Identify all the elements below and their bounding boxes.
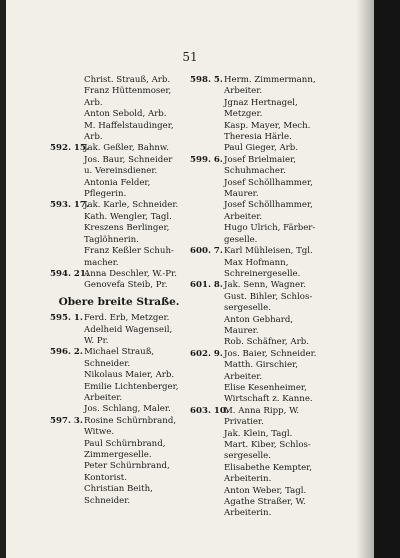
resident-line: Zimmergeselle.: [84, 450, 152, 460]
house-number: 599. 6.: [190, 154, 223, 165]
house-number: 594. 21.: [50, 268, 89, 279]
resident-line: Anna Deschler, W.-Pr.: [84, 268, 177, 279]
resident-line: Arbeiter.: [224, 371, 263, 382]
resident-line: Herm. Zimmermann,: [224, 75, 316, 85]
resident-line: Jos. Schlang, Maler.: [84, 404, 171, 415]
resident-line: Schuhmacher.: [224, 166, 286, 177]
resident-line: Agathe Straßer, W.: [224, 497, 306, 508]
resident-line: Josef Schöllhammer,: [224, 200, 313, 211]
resident-line: Michael Strauß,: [84, 347, 155, 358]
house-entry: [50, 75, 188, 143]
resident-line: Arbeiterin.: [224, 508, 272, 519]
resident-line: Kath. Wengler, Tagl.: [84, 211, 172, 222]
resident-line: Elisabethe Kempter,: [224, 462, 313, 473]
resident-line: Josef Schöllhammer,: [224, 177, 313, 188]
house-number: 598. 5.: [190, 75, 223, 85]
resident-line: Kontorist.: [84, 472, 127, 483]
resident-line: Kreszens Berlinger,: [84, 223, 170, 234]
resident-line: Arbeiter.: [224, 86, 263, 97]
resident-line: Maurer.: [224, 325, 259, 336]
resident-line: M. Haffelstaudinger,: [84, 120, 174, 131]
house-number: 603. 10.: [190, 405, 229, 416]
resident-line: Elise Kesenheimer,: [224, 382, 307, 393]
resident-line: u. Vereinsdiener.: [84, 166, 158, 177]
resident-line: Hugo Ulrich, Färber-: [224, 223, 316, 234]
book-page: [6, 0, 374, 558]
resident-line: Paul Schürnbrand,: [84, 438, 166, 449]
resident-line: Anton Weber, Tagl.: [224, 485, 307, 496]
resident-line: Schneider.: [84, 495, 131, 506]
house-entry: [190, 280, 340, 348]
house-number: 602. 9.: [190, 348, 223, 359]
resident-line: Ferd. Erb, Metzger.: [84, 313, 170, 324]
house-number: 596. 2.: [50, 347, 83, 358]
resident-line: Anton Sebold, Arb.: [84, 109, 167, 120]
house-number: 595. 1.: [50, 313, 83, 324]
house-entry: [50, 313, 188, 347]
resident-line: Karl Mühleisen, Tgl.: [224, 246, 313, 257]
resident-line: Arb.: [84, 97, 103, 108]
resident-line: Mart. Kiber, Schlos-: [224, 440, 311, 450]
resident-line: Arb.: [84, 132, 103, 143]
house-number: 601. 8.: [190, 280, 223, 291]
resident-line: Kasp. Mayer, Mech.: [224, 120, 311, 131]
resident-line: Antonia Felder,: [84, 177, 151, 188]
resident-line: Maurer.: [224, 189, 259, 200]
house-entry: [50, 416, 188, 507]
resident-line: Jak. Senn, Wagner.: [224, 280, 306, 291]
resident-line: Metzger.: [224, 109, 263, 120]
resident-line: Witwe.: [84, 427, 115, 438]
resident-line: Taglöhnerin.: [84, 234, 139, 245]
resident-line: Schneider.: [84, 358, 131, 369]
resident-line: Jgnaz Hertnagel,: [224, 97, 298, 108]
house-entry: [190, 155, 340, 246]
resident-line: Josef Brielmaier,: [224, 154, 297, 165]
house-entry: [190, 75, 340, 155]
resident-line: Jos. Baier, Schneider.: [224, 348, 317, 359]
resident-line: Anton Gebhard,: [224, 314, 294, 325]
resident-line: Gust. Bihler, Schlos-: [224, 291, 313, 302]
house-entry: [50, 347, 188, 415]
house-number: 597. 3.: [50, 415, 83, 426]
house-entry: [50, 200, 188, 268]
resident-line: Rob. Schäfner, Arb.: [224, 337, 309, 348]
right-column: [190, 75, 340, 520]
house-entry: [190, 406, 340, 520]
resident-line: Max Hofmann,: [224, 257, 289, 268]
resident-line: Theresia Härle.: [224, 132, 292, 143]
resident-line: Rosine Schürnbrand,: [84, 415, 177, 426]
resident-line: Arbeiter.: [84, 392, 123, 403]
resident-line: Paul Gieger, Arb.: [224, 143, 298, 154]
resident-line: Schreinergeselle.: [224, 268, 301, 279]
resident-line: W. Pr.: [84, 335, 109, 346]
resident-line: Matth. Girschier,: [224, 360, 299, 371]
resident-line: M. Anna Ripp, W.: [224, 405, 300, 416]
book-spine: [374, 0, 400, 558]
street-heading: Obere breite Straße.: [58, 295, 180, 308]
house-entry: [50, 143, 188, 200]
resident-line: Pflegerin.: [84, 189, 127, 200]
resident-line: Emilie Lichtenberger,: [84, 381, 179, 392]
left-column: [50, 75, 188, 507]
resident-line: sergeselle.: [224, 303, 272, 314]
resident-line: Franz Keßler Schuh-: [84, 246, 174, 257]
resident-line: Adelheid Wagenseil,: [84, 324, 173, 335]
resident-line: Nikolaus Maier, Arb.: [84, 370, 175, 381]
resident-line: Christ. Strauß, Arb.: [84, 75, 171, 85]
resident-line: geselle.: [224, 234, 258, 245]
resident-line: Christian Beith,: [84, 484, 153, 495]
resident-line: Peter Schürnbrand,: [84, 461, 170, 472]
house-entry: [190, 246, 340, 280]
house-number: 593. 17.: [50, 200, 89, 211]
resident-line: Arbeiterin.: [224, 474, 272, 485]
resident-line: Genovefa Steib, Pr.: [84, 280, 168, 291]
resident-line: sergeselle.: [224, 451, 272, 462]
resident-line: macher.: [84, 257, 119, 268]
house-entry: [190, 349, 340, 406]
house-entry: [50, 269, 188, 292]
resident-line: Privatier.: [224, 417, 264, 428]
resident-line: Jak. Klein, Tagl.: [224, 428, 293, 439]
resident-line: Jak. Geßler, Bahnw.: [84, 143, 169, 154]
resident-line: Franz Hüttenmoser,: [84, 86, 172, 97]
resident-line: Jos. Baur, Schneider: [84, 154, 173, 165]
page-number: 51: [182, 50, 198, 64]
house-number: 592. 15.: [50, 143, 89, 154]
resident-line: Arbeiter.: [224, 211, 263, 222]
resident-line: Wirtschaft z. Kanne.: [224, 394, 313, 405]
resident-line: Jak. Karle, Schneider.: [84, 200, 179, 211]
house-number: 600. 7.: [190, 246, 223, 257]
